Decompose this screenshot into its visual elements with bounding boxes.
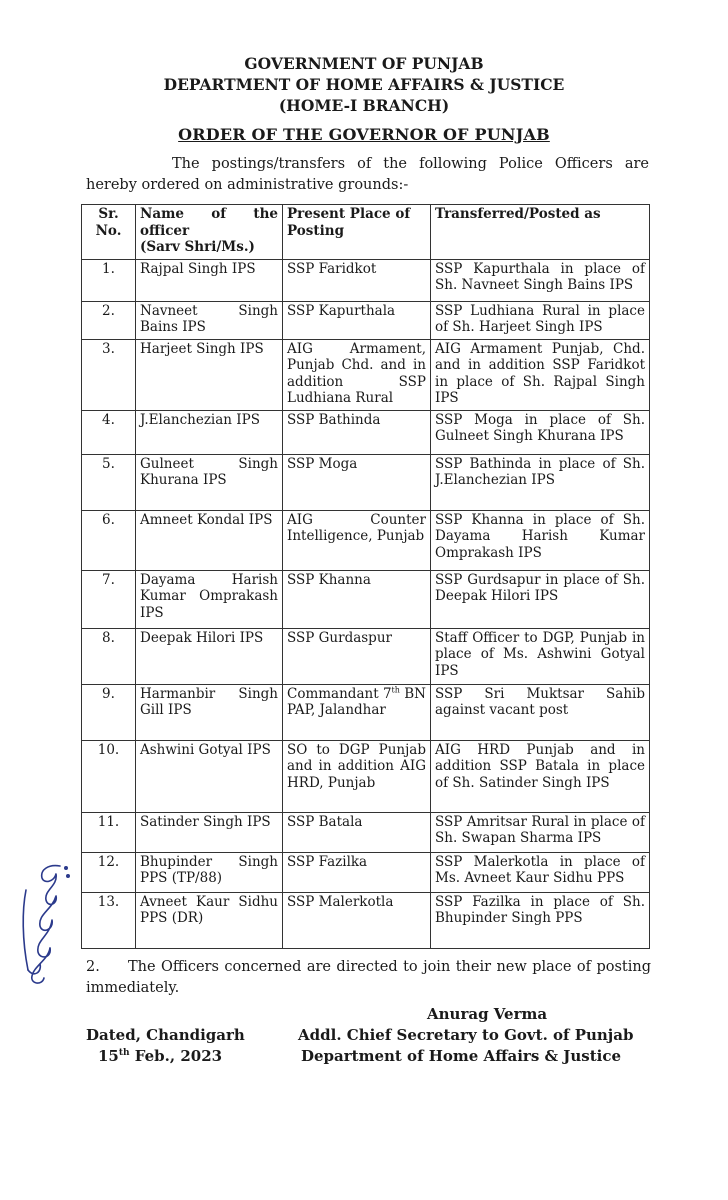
row-present: AIG Counter Intelligence, Punjab <box>283 510 431 570</box>
row-present: AIG Armament, Punjab Chd. and in addition SSP Ludhiana Rural <box>283 339 431 410</box>
row-name: Harjeet Singh IPS <box>136 339 283 410</box>
row-transferred: Staff Officer to DGP, Punjab in place of Ms. Ashwini Gotyal IPS <box>431 628 650 684</box>
row-transferred: SSP Moga in place of Sh. Gulneet Singh Khurana IPS <box>431 410 650 454</box>
row-transferred: SSP Fazilka in place of Sh. Bhupinder Singh PPS <box>431 892 650 948</box>
table-row <box>82 454 650 510</box>
order-date <box>98 1047 222 1065</box>
row-present: SSP Batala <box>283 812 431 852</box>
row-name: Avneet Kaur Sidhu PPS (DR) <box>136 892 283 948</box>
row-sr: 9. <box>82 684 136 740</box>
row-present-superscript: th <box>391 685 400 694</box>
header-government: GOVERNMENT OF PUNJAB <box>244 54 484 73</box>
row-name: Amneet Kondal IPS <box>136 510 283 570</box>
row-present: SSP Gurdaspur <box>283 628 431 684</box>
row-name: Deepak Hilori IPS <box>136 628 283 684</box>
row-transferred: SSP Sri Muktsar Sahib against vacant post <box>431 684 650 740</box>
intro-paragraph: The postings/transfers of the following Police Officers are hereby ordered on administrative grounds:- <box>86 156 649 193</box>
row-name: Harmanbir Singh Gill IPS <box>136 684 283 740</box>
row-transferred: SSP Ludhiana Rural in place of Sh. Harjeet Singh IPS <box>431 301 650 339</box>
row-transferred: AIG HRD Punjab and in addition SSP Batala in place of Sh. Satinder Singh IPS <box>431 740 650 812</box>
table-header-row <box>82 205 650 260</box>
table-row <box>82 410 650 454</box>
row-sr: 2. <box>82 301 136 339</box>
header-department: DEPARTMENT OF HOME AFFAIRS & JUSTICE <box>163 75 565 94</box>
row-transferred: SSP Bathinda in place of Sh. J.Elanchezian IPS <box>431 454 650 510</box>
row-sr: 1. <box>82 259 136 301</box>
row-name: Gulneet Singh Khurana IPS <box>136 454 283 510</box>
header-name-label: Name of the officer <box>140 206 278 239</box>
table-row <box>82 740 650 812</box>
row-sr: 7. <box>82 570 136 628</box>
header-branch: (HOME-I BRANCH) <box>278 96 450 115</box>
table-row <box>82 339 650 410</box>
row-sr: 8. <box>82 628 136 684</box>
row-name: Navneet Singh Bains IPS <box>136 301 283 339</box>
row-transferred: SSP Khanna in place of Sh. Dayama Harish Kumar Omprakash IPS <box>431 510 650 570</box>
closing-paragraph <box>86 957 651 999</box>
dated-place: Dated, Chandigarh <box>86 1026 245 1044</box>
signatory-name: Anurag Verma <box>427 1005 548 1023</box>
header-transferred: Transferred/Posted as <box>431 205 650 260</box>
order-date-suffix: th <box>118 1048 130 1058</box>
row-sr: 5. <box>82 454 136 510</box>
row-present-text-rest: BN PAP, Jalandhar <box>287 685 426 718</box>
row-present: SSP Bathinda <box>283 410 431 454</box>
row-present: SSP Kapurthala <box>283 301 431 339</box>
row-sr: 12. <box>82 852 136 892</box>
row-transferred: SSP Gurdsapur in place of Sh. Deepak Hilori IPS <box>431 570 650 628</box>
header-present-posting: Present Place of Posting <box>283 205 431 260</box>
row-present: SSP Fazilka <box>283 852 431 892</box>
table-row <box>82 812 650 852</box>
row-sr: 4. <box>82 410 136 454</box>
row-name: Dayama Harish Kumar Omprakash IPS <box>136 570 283 628</box>
header-name <box>136 205 283 260</box>
header-sr-no: Sr. No. <box>82 205 136 260</box>
row-transferred: SSP Amritsar Rural in place of Sh. Swapan Sharma IPS <box>431 812 650 852</box>
table-row <box>82 684 650 740</box>
row-present: SSP Malerkotla <box>283 892 431 948</box>
signatory-designation: Addl. Chief Secretary to Govt. of Punjab <box>298 1026 634 1044</box>
table-row <box>82 301 650 339</box>
order-date-rest: Feb., 2023 <box>129 1047 223 1065</box>
closing-paragraph-number: 2. <box>86 959 100 975</box>
row-transferred: AIG Armament Punjab, Chd. and in addition SSP Faridkot in place of Sh. Rajpal Singh IPS <box>431 339 650 410</box>
row-transferred: SSP Kapurthala in place of Sh. Navneet Singh Bains IPS <box>431 259 650 301</box>
row-present-text: Commandant 7 <box>287 685 392 702</box>
table-row <box>82 628 650 684</box>
row-present: SSP Faridkot <box>283 259 431 301</box>
closing-paragraph-text: The Officers concerned are directed to join their new place of posting immediately. <box>86 959 651 996</box>
row-name: Bhupinder Singh PPS (TP/88) <box>136 852 283 892</box>
row-sr: 6. <box>82 510 136 570</box>
order-date-day: 15 <box>98 1047 119 1065</box>
row-name: Satinder Singh IPS <box>136 812 283 852</box>
row-sr: 13. <box>82 892 136 948</box>
row-name: Rajpal Singh IPS <box>136 259 283 301</box>
row-present <box>283 684 431 740</box>
table-row <box>82 510 650 570</box>
row-sr: 3. <box>82 339 136 410</box>
order-title: ORDER OF THE GOVERNOR OF PUNJAB <box>178 125 550 144</box>
table-row <box>82 259 650 301</box>
postings-table <box>81 204 650 949</box>
handwritten-initials <box>8 860 78 990</box>
row-sr: 11. <box>82 812 136 852</box>
row-name: J.Elanchezian IPS <box>136 410 283 454</box>
table-row <box>82 570 650 628</box>
row-transferred: SSP Malerkotla in place of Ms. Avneet Kaur Sidhu PPS <box>431 852 650 892</box>
header-name-sub: (Sarv Shri/Ms.) <box>140 239 255 255</box>
table-row <box>82 892 650 948</box>
signatory-department: Department of Home Affairs & Justice <box>301 1047 622 1065</box>
row-present: SO to DGP Punjab and in addition AIG HRD, Punjab <box>283 740 431 812</box>
row-present: SSP Moga <box>283 454 431 510</box>
row-sr: 10. <box>82 740 136 812</box>
row-name: Ashwini Gotyal IPS <box>136 740 283 812</box>
table-row <box>82 852 650 892</box>
row-present: SSP Khanna <box>283 570 431 628</box>
